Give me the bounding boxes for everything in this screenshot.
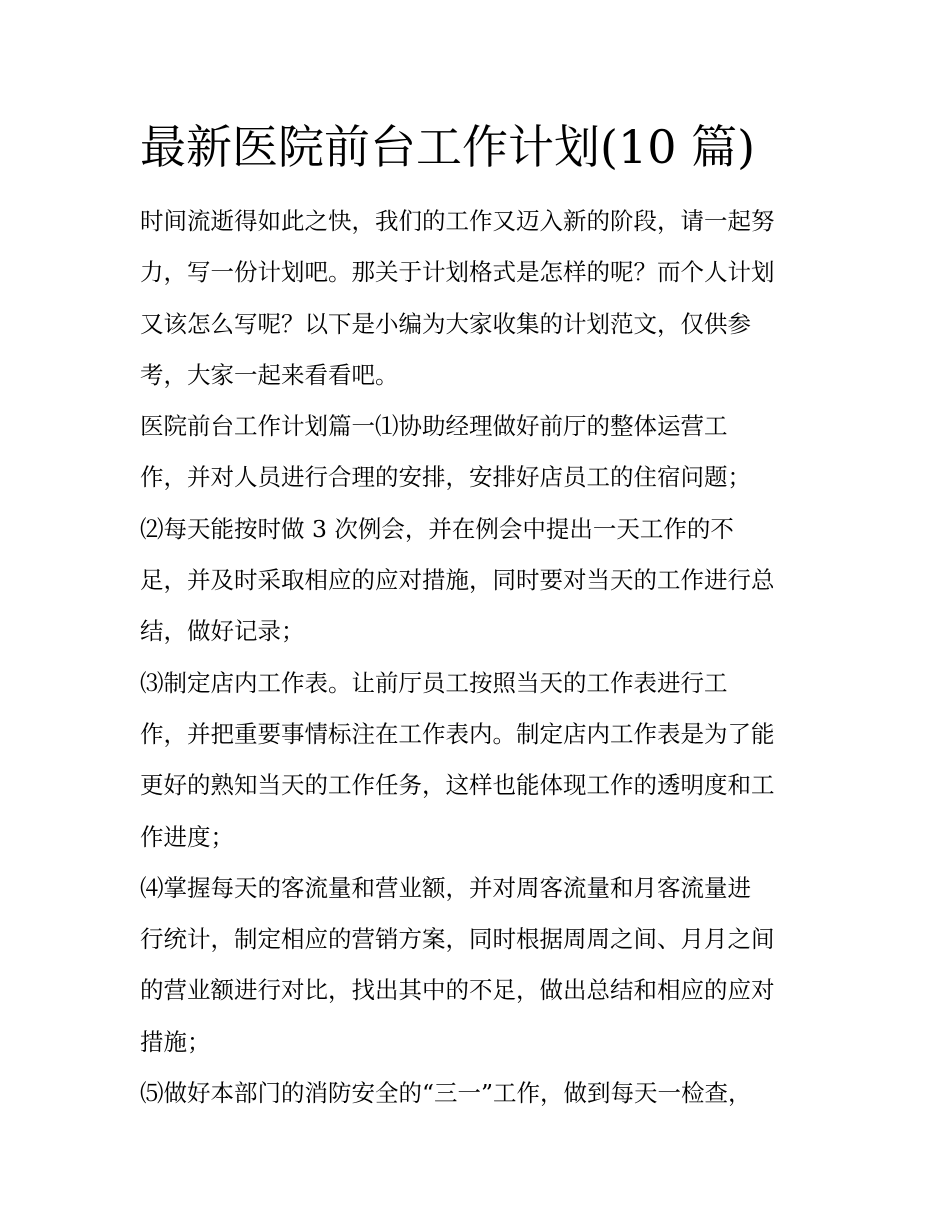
document-body bbox=[140, 196, 820, 1119]
body-line: 的营业额进行对比，找出其中的不足，做出总结和相应的应对 bbox=[140, 976, 775, 1005]
body-line: 考，大家一起来看看吧。 bbox=[140, 360, 399, 389]
body-line: 作进度； bbox=[140, 822, 234, 851]
body-line: 时间流逝得如此之快，我们的工作又迈入新的阶段，请一起努 bbox=[140, 207, 775, 235]
page-title: 最新医院前台工作计划(10 篇) bbox=[140, 120, 756, 174]
body-line: ⑷掌握每天的客流量和营业额，并对周客流量和月客流量进 bbox=[140, 873, 751, 902]
body-line: 措施； bbox=[140, 1027, 211, 1056]
body-line: 又该怎么写呢？以下是小编为大家收集的计划范文，仅供参 bbox=[140, 309, 751, 338]
body-line: 更好的熟知当天的工作任务，这样也能体现工作的透明度和工 bbox=[140, 771, 775, 800]
body-line: 作，并对人员进行合理的安排，安排好店员工的住宿问题； bbox=[140, 463, 751, 492]
body-line: ⑶制定店内工作表。让前厅员工按照当天的工作表进行工 bbox=[140, 668, 728, 697]
body-line: ⑵每天能按时做 3 次例会，并在例会中提出一天工作的不 bbox=[140, 514, 734, 543]
body-line: 力，写一份计划吧。那关于计划格式是怎样的呢？而个人计划 bbox=[140, 258, 775, 287]
body-line: 结，做好记录； bbox=[140, 617, 305, 646]
body-line: 医院前台工作计划篇一⑴协助经理做好前厅的整体运营工 bbox=[140, 412, 728, 441]
body-line: ⑸做好本部门的消防安全的“三一”工作，做到每天一检查， bbox=[140, 1079, 752, 1108]
body-line: 行统计，制定相应的营销方案，同时根据周周之间、月月之间 bbox=[140, 925, 775, 954]
body-line: 作，并把重要事情标注在工作表内。制定店内工作表是为了能 bbox=[140, 719, 775, 748]
body-line: 足，并及时采取相应的应对措施，同时要对当天的工作进行总 bbox=[140, 566, 775, 595]
